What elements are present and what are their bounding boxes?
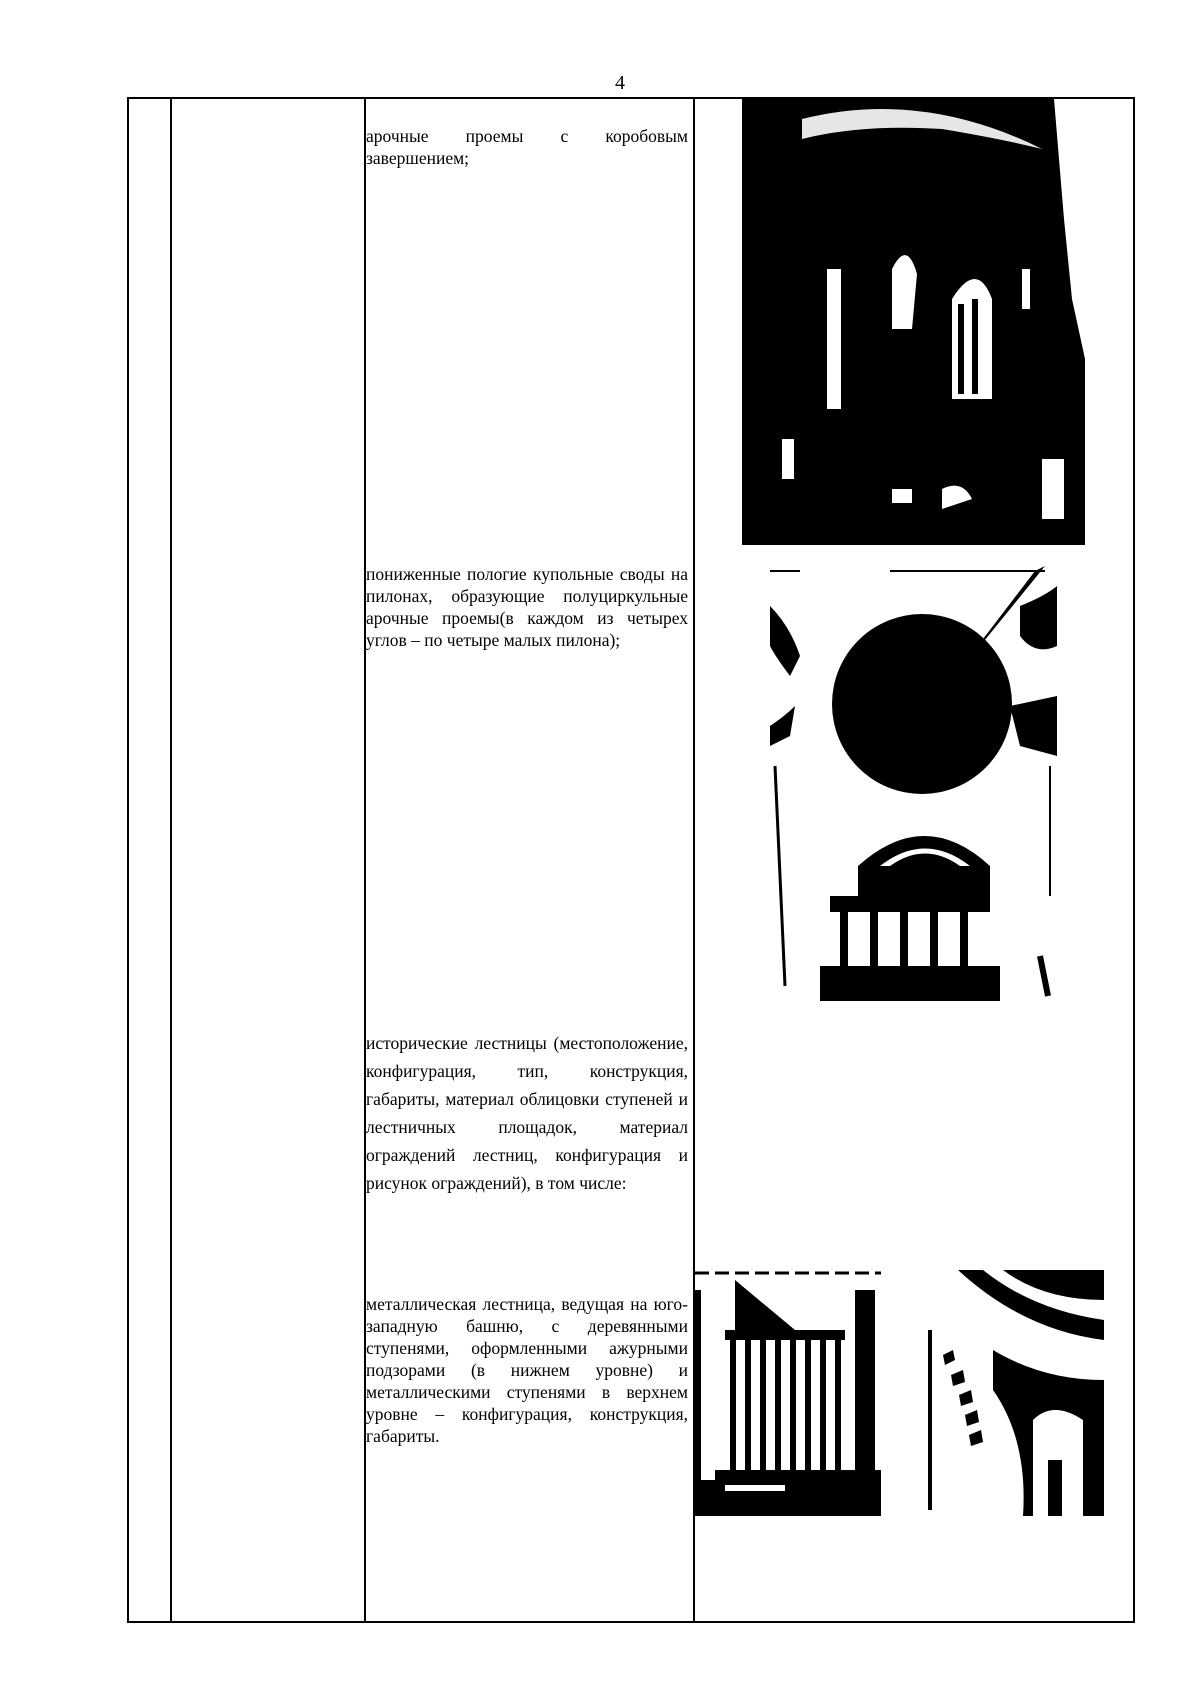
- column-divider-1: [170, 97, 172, 1623]
- photo-staircase-lower: [695, 1270, 881, 1516]
- table-border-left: [127, 97, 129, 1623]
- row-text-domed-vaults: пониженные пологие купольные своды на пилонах, образующие полуциркульные арочные проемы(в каждом из четырех углов – по четыре малых пилона);: [366, 564, 688, 650]
- row-text-metal-staircase: металлическая лестница, ведущая на юго-западную башню, с деревянными ступенями, оформленными ажурными подзорами (в нижнем уровне) и металлическими ступенями в верхнем уровне – конфигурация, конструкция, габариты.: [366, 1294, 688, 1446]
- table-border-bottom: [127, 1621, 1135, 1623]
- photo-staircase-upper: [913, 1270, 1104, 1516]
- photo-dome-vault: [770, 566, 1057, 1001]
- row-text-arched-openings: арочные проемы с коробовым завершением;: [366, 126, 688, 168]
- photo-interior-arches: [742, 99, 1085, 545]
- table-border-right: [1133, 97, 1135, 1623]
- page-number: 4: [615, 72, 625, 94]
- row-text-historic-stairs: исторические лестницы (местоположение, конфигурация, тип, конструкция, габариты, материал облицовки ступеней и лестничных площадок, материал ограждений лестниц, конфигурация и рисунок ограждений), в том числе:: [366, 1033, 688, 1193]
